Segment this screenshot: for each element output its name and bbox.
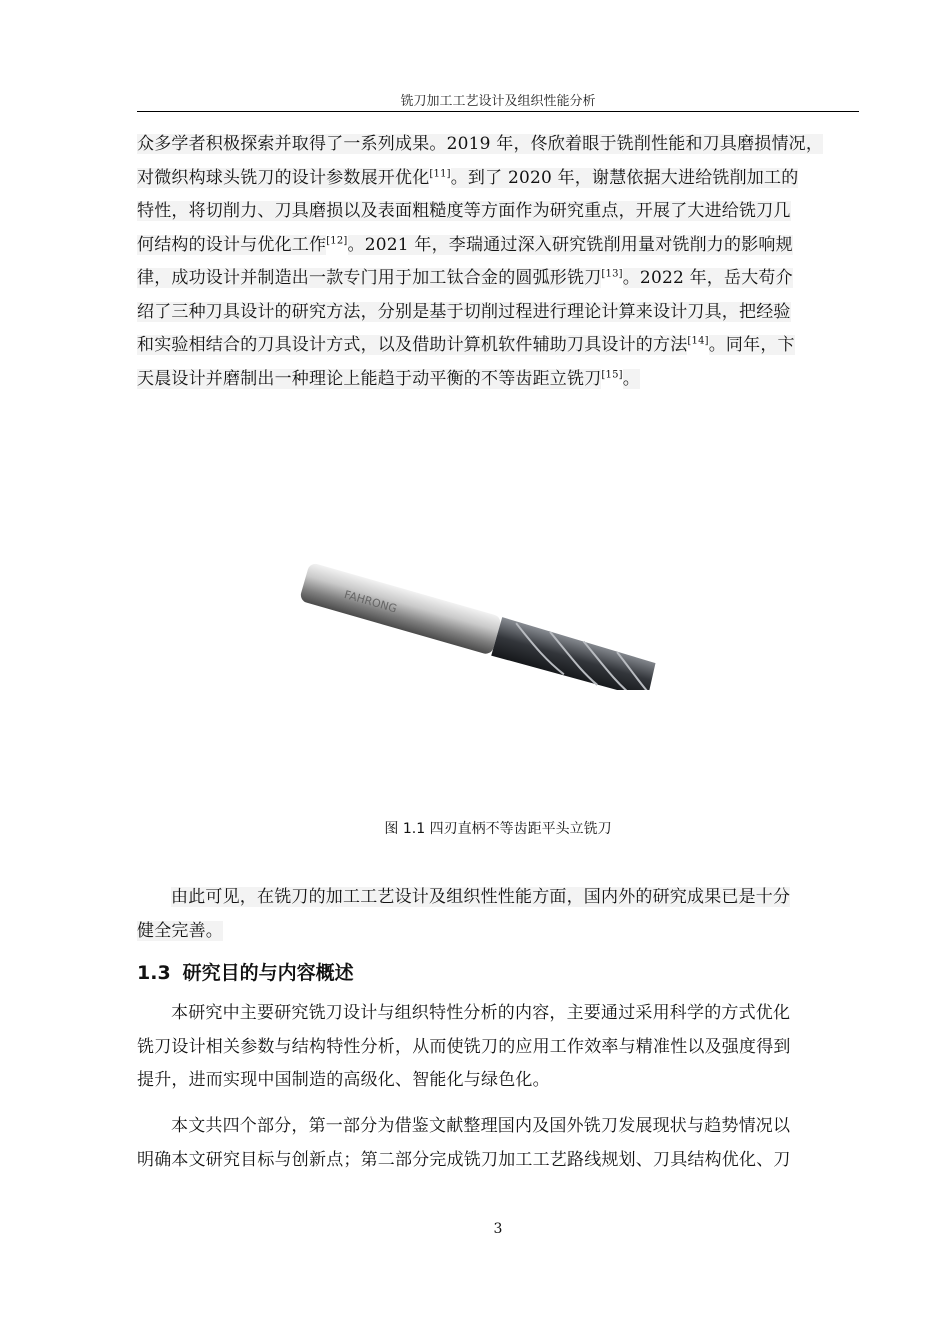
section-title: 研究目的与内容概述 [182,962,354,984]
end-mill-figure [290,540,710,690]
text-line: 提升，进而实现中国制造的高级化、智能化与绿色化。 [137,1070,550,1090]
end-mill [299,562,658,690]
text-line: 由此可见，在铣刀的加工工艺设计及组织性性能方面，国内外的研究成果已是十分 [171,887,791,907]
paragraph-literature [137,128,859,396]
end-mill-illustration [290,540,710,690]
paragraph-conclusion [137,881,859,948]
text-line: 本文共四个部分，第一部分为借鉴文献整理国内及国外铣刀发展现状与趋势情况以 [171,1116,791,1136]
figure-caption: 图 1.1 四刃直柄不等齿距平头立铣刀 [384,821,612,837]
section-number: 1.3 [137,962,171,984]
section-heading [137,958,354,985]
citation-ref: [12] [326,234,348,246]
citation-ref: [15] [601,368,623,380]
text-line: 众多学者积极探索并取得了一系列成果。2019 年，佟欣着眼于铣削性能和刀具磨损情况， [137,134,824,154]
citation-ref: [13] [601,268,623,280]
text-line: 。 [622,368,640,389]
citation-ref: [11] [429,167,451,179]
citation-ref: [14] [687,335,709,347]
text-line: 铣刀设计相关参数与结构特性分析，从而使铣刀的应用工作效率与精准性以及强度得到 [137,1036,791,1057]
text-line: 何结构的设计与优化工作 [137,234,327,255]
flutes [491,617,658,690]
text-line: 本研究中主要研究铣刀设计与组织特性分析的内容，主要通过采用科学的方式优化 [171,1003,791,1023]
text-line: 绍了三种刀具设计的研究方法，分别是基于切削过程进行理论计算来设计刀具，把经验 [137,301,791,322]
shank [299,562,502,656]
running-header: 铣刀加工工艺设计及组织性能分析 [400,94,596,109]
text-line: 特性，将切削力、刀具磨损以及表面粗糙度等方面作为研究重点，开展了大进给铣刀几 [137,201,791,221]
text-line: 。到了 2020 年，谢慧依据大进给铣削加工的 [450,167,799,188]
page-number: 3 [493,1221,503,1237]
text-line: 。2021 年，李瑞通过深入研究铣削用量对铣削力的影响规 [347,234,793,255]
shank-marking: FAHRONG [342,587,399,616]
text-line: 。2022 年，岳大苟介 [622,268,793,288]
text-line: 对微织构球头铣刀的设计参数展开优化 [137,167,430,188]
paragraph-purpose [137,997,859,1098]
paragraph-structure [137,1110,859,1177]
text-line: 天晨设计并磨制出一种理论上能趋于动平衡的不等齿距立铣刀 [137,368,602,389]
text-line: 明确本文研究目标与创新点；第二部分完成铣刀加工工艺路线规划、刀具结构优化、刀 [137,1149,791,1170]
text-line: 。同年，卞 [708,335,795,355]
header-rule [137,111,859,112]
text-line: 律，成功设计并制造出一款专门用于加工钛合金的圆弧形铣刀 [137,268,602,288]
text-line: 健全完善。 [137,920,223,941]
text-line: 和实验相结合的刀具设计方式，以及借助计算机软件辅助刀具设计的方法 [137,335,688,355]
